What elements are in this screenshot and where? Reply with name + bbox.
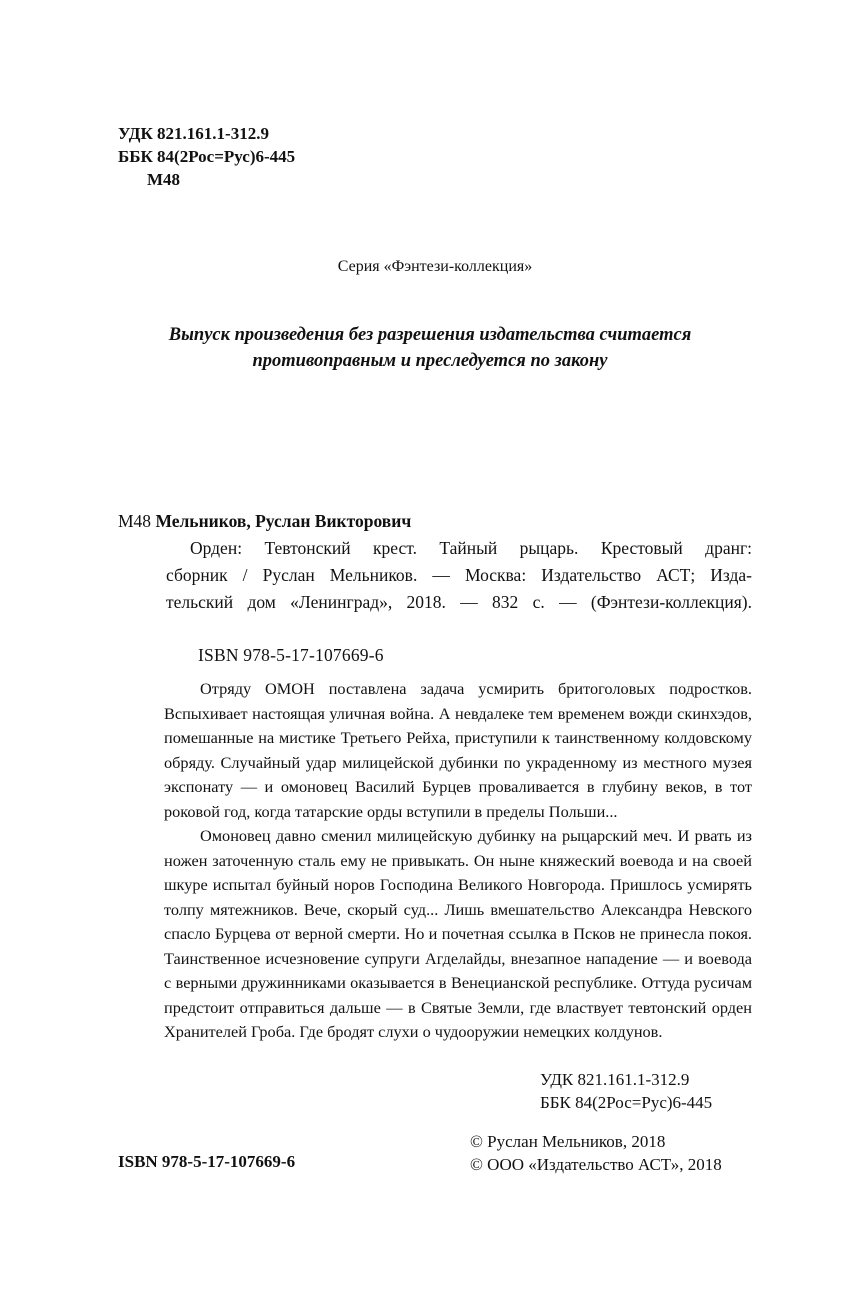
description-line: сборник / Руслан Мельников. — Москва: Издательство АСТ; Изда-	[166, 565, 752, 585]
classification-codes-bottom	[540, 1068, 712, 1114]
annotation-paragraph: Омоновец давно сменил милицейскую дубинку на рыцарский меч. И рвать из ножен заточенную сталь ему не привыкать. Он ныне княжеский воевода и на своей шкуре испытал буйный норов Господина Великого Новгорода. Пришлось усмирять толпу мятежников. Вече, скорый суд... Лишь вмешательство Александра Невского спасло Бурцева от верной смерти. Но и почетная ссылка в Псков не принесла покоя. Таинственное исчезновение супруги Агделайды, внезапное нападение — и воевода с верными дружинниками оказывается в Венецианской республике. Оттуда русичам предстоит отправиться дальше — в Святые Земли, где властвует тевтонский орден Хранителей Гроба. Где бродят слухи о чудооружии немецких колдунов.	[164, 826, 752, 1041]
entry-isbn: ISBN 978-5-17-107669-6	[198, 645, 384, 665]
bibliographic-entry	[118, 508, 752, 669]
annotation-paragraph: Отряду ОМОН поставлена задача усмирить бритоголовых подростков. Вспыхивает настоящая уличная война. А невдалеке тем временем вожди скинхэдов, помешанные на мистике Третьего Рейха, приступили к таинственному колдовскому обряду. Случайный удар милицейской дубинки по украденному из местного музея экспонату — и омоновец Василий Бурцев проваливается в глубину веков, в тот роковой год, когда татарские орды вступили в пределы Польши...	[164, 679, 752, 821]
copyright-warning	[0, 322, 844, 374]
copyright-publisher: © ООО «Издательство АСТ», 2018	[470, 1155, 722, 1174]
author-mark: М48	[147, 170, 181, 189]
annotation	[164, 677, 752, 1045]
warning-line-2: противоправным и преследуется по закону	[252, 351, 608, 371]
entry-heading	[118, 508, 752, 535]
entry-code: М48	[118, 511, 152, 531]
description-line: Орден: Тевтонский крест. Тайный рыцарь. Крестовый дранг:	[190, 538, 752, 558]
bbk-code: ББК 84(2Рос=Рус)6-445	[118, 147, 296, 166]
entry-author: Мельников, Руслан Викторович	[155, 511, 412, 531]
isbn-bottom: ISBN 978-5-17-107669-6	[118, 1152, 296, 1171]
udk-code: УДК 821.161.1-312.9	[540, 1070, 690, 1089]
description-line: тельский дом «Ленинград», 2018. — 832 с. — (Фэнтези-коллекция).	[166, 592, 752, 612]
entry-description	[166, 535, 752, 616]
warning-line-1: Выпуск произведения без разрешения издательства считается	[168, 325, 692, 345]
copyright-notice	[470, 1130, 722, 1176]
bbk-code: ББК 84(2Рос=Рус)6-445	[540, 1093, 713, 1112]
copyright-author: © Руслан Мельников, 2018	[470, 1132, 666, 1151]
classification-codes-top	[118, 122, 295, 191]
udk-code: УДК 821.161.1-312.9	[118, 124, 269, 143]
series-title: Серия «Фэнтези-коллекция»	[337, 258, 533, 275]
